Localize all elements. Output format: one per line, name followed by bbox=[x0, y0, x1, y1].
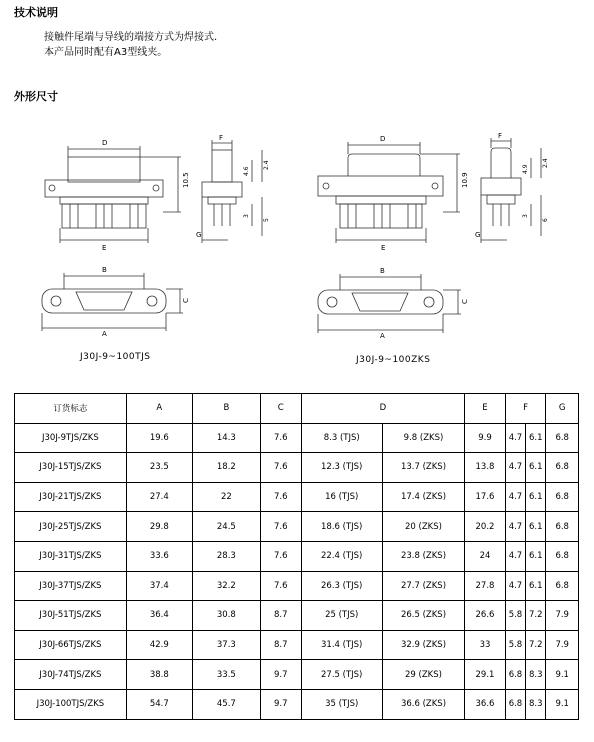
cell-code: J30J-21TJS/ZKS bbox=[15, 482, 127, 512]
zks-side-g-label: G bbox=[475, 231, 481, 239]
cell-f1: 6.8 bbox=[505, 660, 525, 690]
header-e: E bbox=[465, 394, 506, 424]
caption-zks: J30J-9~100ZKS bbox=[356, 355, 431, 365]
tjs-height-label: 10.5 bbox=[182, 172, 190, 188]
tjs-top-b-label: B bbox=[102, 266, 107, 274]
table-row bbox=[15, 630, 579, 660]
tjs-side-f-label: F bbox=[219, 134, 224, 142]
table-row bbox=[15, 660, 579, 690]
table-row bbox=[15, 601, 579, 631]
zks-height-label: 10.9 bbox=[461, 172, 469, 188]
cell-c: 8.7 bbox=[260, 601, 301, 631]
cell-d2: 29 (ZKS) bbox=[382, 660, 464, 690]
cell-g: 6.8 bbox=[546, 423, 579, 453]
cell-c: 8.7 bbox=[260, 630, 301, 660]
cell-c: 7.6 bbox=[260, 541, 301, 571]
cell-b: 22 bbox=[192, 482, 260, 512]
cell-d1: 22.4 (TJS) bbox=[301, 541, 382, 571]
tjs-front-e-label: E bbox=[102, 244, 107, 252]
cell-d1: 35 (TJS) bbox=[301, 689, 382, 719]
tjs-front-d-label: D bbox=[102, 139, 108, 147]
cell-e: 9.9 bbox=[465, 423, 506, 453]
cell-f2: 6.1 bbox=[526, 453, 546, 483]
cell-d1: 18.6 (TJS) bbox=[301, 512, 382, 542]
cell-d1: 31.4 (TJS) bbox=[301, 630, 382, 660]
section-title-tech-notes: 技术说明 bbox=[14, 6, 58, 19]
cell-b: 45.7 bbox=[192, 689, 260, 719]
cell-a: 38.8 bbox=[126, 660, 192, 690]
cell-code: J30J-31TJS/ZKS bbox=[15, 541, 127, 571]
paragraph-line-2: 本产品同时配有A3型线夹。 bbox=[44, 47, 168, 58]
cell-d1: 8.3 (TJS) bbox=[301, 423, 382, 453]
cell-f2: 8.3 bbox=[526, 689, 546, 719]
cell-b: 14.3 bbox=[192, 423, 260, 453]
cell-a: 54.7 bbox=[126, 689, 192, 719]
table-row bbox=[15, 423, 579, 453]
cell-f1: 4.7 bbox=[505, 571, 525, 601]
cell-g: 6.8 bbox=[546, 512, 579, 542]
tjs-top-c-label: C bbox=[182, 298, 190, 303]
cell-g: 6.8 bbox=[546, 541, 579, 571]
cell-f2: 6.1 bbox=[526, 541, 546, 571]
cell-d2: 13.7 (ZKS) bbox=[382, 453, 464, 483]
cell-d1: 27.5 (TJS) bbox=[301, 660, 382, 690]
cell-f2: 6.1 bbox=[526, 512, 546, 542]
cell-a: 37.4 bbox=[126, 571, 192, 601]
cell-f1: 4.7 bbox=[505, 423, 525, 453]
cell-e: 29.1 bbox=[465, 660, 506, 690]
cell-a: 42.9 bbox=[126, 630, 192, 660]
cell-f2: 7.2 bbox=[526, 601, 546, 631]
cell-f1: 6.8 bbox=[505, 689, 525, 719]
cell-d2: 9.8 (ZKS) bbox=[382, 423, 464, 453]
cell-f2: 6.1 bbox=[526, 571, 546, 601]
cell-c: 7.6 bbox=[260, 571, 301, 601]
tjs-top-view bbox=[42, 273, 183, 331]
paragraph-line-1: 接触件尾端与导线的端接方式为焊接式. bbox=[44, 32, 218, 43]
cell-g: 9.1 bbox=[546, 660, 579, 690]
cell-f1: 4.7 bbox=[505, 541, 525, 571]
cell-f1: 4.7 bbox=[505, 482, 525, 512]
cell-f1: 4.7 bbox=[505, 453, 525, 483]
cell-a: 27.4 bbox=[126, 482, 192, 512]
drawings-svg bbox=[0, 105, 594, 370]
cell-f2: 6.1 bbox=[526, 482, 546, 512]
cell-c: 9.7 bbox=[260, 689, 301, 719]
cell-d1: 26.3 (TJS) bbox=[301, 571, 382, 601]
tjs-dim-top2: 2.4 bbox=[263, 160, 270, 170]
header-f: F bbox=[505, 394, 546, 424]
cell-g: 6.8 bbox=[546, 482, 579, 512]
cell-d1: 25 (TJS) bbox=[301, 601, 382, 631]
tjs-top-a-label: A bbox=[102, 330, 107, 338]
table-row bbox=[15, 453, 579, 483]
cell-e: 17.6 bbox=[465, 482, 506, 512]
table-row bbox=[15, 541, 579, 571]
table-header-row bbox=[15, 394, 579, 424]
zks-dim-mid: 3 bbox=[522, 214, 529, 218]
cell-b: 18.2 bbox=[192, 453, 260, 483]
cell-a: 19.6 bbox=[126, 423, 192, 453]
cell-e: 26.6 bbox=[465, 601, 506, 631]
cell-g: 7.9 bbox=[546, 630, 579, 660]
zks-top-a-label: A bbox=[380, 332, 385, 340]
cell-f1: 5.8 bbox=[505, 630, 525, 660]
cell-code: J30J-37TJS/ZKS bbox=[15, 571, 127, 601]
cell-f2: 8.3 bbox=[526, 660, 546, 690]
cell-c: 7.6 bbox=[260, 453, 301, 483]
cell-d2: 32.9 (ZKS) bbox=[382, 630, 464, 660]
cell-b: 28.3 bbox=[192, 541, 260, 571]
cell-c: 7.6 bbox=[260, 512, 301, 542]
header-b: B bbox=[192, 394, 260, 424]
zks-dim-top2: 2.4 bbox=[542, 158, 549, 168]
cell-b: 24.5 bbox=[192, 512, 260, 542]
cell-code: J30J-100TJS/ZKS bbox=[15, 689, 127, 719]
tjs-dim-top: 4.6 bbox=[243, 166, 250, 176]
tjs-dim-mid: 3 bbox=[243, 214, 250, 218]
header-g: G bbox=[546, 394, 579, 424]
header-d: D bbox=[301, 394, 465, 424]
cell-e: 13.8 bbox=[465, 453, 506, 483]
cell-d2: 27.7 (ZKS) bbox=[382, 571, 464, 601]
cell-e: 33 bbox=[465, 630, 506, 660]
cell-a: 36.4 bbox=[126, 601, 192, 631]
cell-e: 27.8 bbox=[465, 571, 506, 601]
table-row bbox=[15, 482, 579, 512]
cell-e: 20.2 bbox=[465, 512, 506, 542]
tjs-dim-bottom: 5 bbox=[263, 218, 270, 222]
zks-dim-top: 4.9 bbox=[522, 164, 529, 174]
cell-code: J30J-9TJS/ZKS bbox=[15, 423, 127, 453]
header-code: 订货标志 bbox=[15, 394, 127, 424]
cell-f1: 4.7 bbox=[505, 512, 525, 542]
zks-front-e-label: E bbox=[381, 244, 386, 252]
table-row bbox=[15, 571, 579, 601]
cell-g: 7.9 bbox=[546, 601, 579, 631]
zks-side-view bbox=[481, 138, 541, 243]
cell-c: 7.6 bbox=[260, 482, 301, 512]
zks-dim-bottom: 6 bbox=[542, 218, 549, 222]
cell-b: 37.3 bbox=[192, 630, 260, 660]
zks-top-view bbox=[318, 274, 461, 333]
tjs-front-view bbox=[45, 146, 181, 243]
cell-d1: 16 (TJS) bbox=[301, 482, 382, 512]
table-body bbox=[15, 423, 579, 719]
cell-f1: 5.8 bbox=[505, 601, 525, 631]
cell-code: J30J-15TJS/ZKS bbox=[15, 453, 127, 483]
caption-tjs: J30J-9~100TJS bbox=[80, 352, 151, 362]
table-row bbox=[15, 689, 579, 719]
cell-c: 9.7 bbox=[260, 660, 301, 690]
cell-e: 24 bbox=[465, 541, 506, 571]
tjs-side-view bbox=[202, 140, 262, 243]
cell-d2: 26.5 (ZKS) bbox=[382, 601, 464, 631]
cell-f2: 7.2 bbox=[526, 630, 546, 660]
cell-g: 9.1 bbox=[546, 689, 579, 719]
cell-b: 32.2 bbox=[192, 571, 260, 601]
table-row bbox=[15, 512, 579, 542]
cell-g: 6.8 bbox=[546, 571, 579, 601]
cell-c: 7.6 bbox=[260, 423, 301, 453]
cell-a: 23.5 bbox=[126, 453, 192, 483]
cell-code: J30J-51TJS/ZKS bbox=[15, 601, 127, 631]
cell-code: J30J-74TJS/ZKS bbox=[15, 660, 127, 690]
header-a: A bbox=[126, 394, 192, 424]
cell-g: 6.8 bbox=[546, 453, 579, 483]
cell-a: 33.6 bbox=[126, 541, 192, 571]
cell-d2: 20 (ZKS) bbox=[382, 512, 464, 542]
zks-top-c-label: C bbox=[461, 299, 469, 304]
zks-front-view bbox=[318, 142, 460, 243]
cell-e: 36.6 bbox=[465, 689, 506, 719]
tjs-side-g-label: G bbox=[196, 231, 202, 239]
zks-front-d-label: D bbox=[380, 135, 386, 143]
cell-code: J30J-66TJS/ZKS bbox=[15, 630, 127, 660]
cell-d2: 23.8 (ZKS) bbox=[382, 541, 464, 571]
cell-d1: 12.3 (TJS) bbox=[301, 453, 382, 483]
cell-b: 30.8 bbox=[192, 601, 260, 631]
cell-a: 29.8 bbox=[126, 512, 192, 542]
cell-f2: 6.1 bbox=[526, 423, 546, 453]
header-c: C bbox=[260, 394, 301, 424]
cell-d2: 17.4 (ZKS) bbox=[382, 482, 464, 512]
cell-b: 33.5 bbox=[192, 660, 260, 690]
cell-code: J30J-25TJS/ZKS bbox=[15, 512, 127, 542]
spec-table bbox=[14, 393, 579, 720]
cell-d2: 36.6 (ZKS) bbox=[382, 689, 464, 719]
zks-side-f-label: F bbox=[498, 132, 503, 140]
dimension-drawings bbox=[0, 105, 594, 370]
section-title-dimensions: 外形尺寸 bbox=[14, 90, 58, 103]
zks-top-b-label: B bbox=[380, 267, 385, 275]
